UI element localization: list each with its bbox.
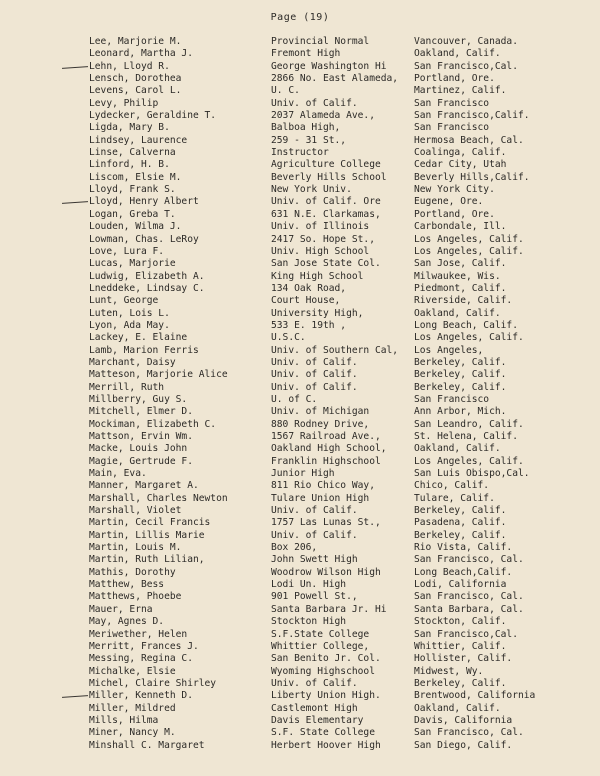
entry-location: Oakland, Calif. [414,443,501,455]
entry-school: Univ. of Calif. [271,369,358,381]
entry-location: San Diego, Calif. [414,739,513,751]
entry-location: Oakland, Calif. [414,307,501,319]
entry-name: Martin, Louis M. [89,542,182,554]
entry-location: San Francisco [414,122,490,134]
entry-school: S.F. State College [271,727,375,739]
entry-school: Junior High [271,468,335,480]
entry-name: Mills, Hilma [89,714,159,726]
entry-school: Univ. of Illinois [271,221,370,233]
entry-name: Matthews, Phoebe [89,591,182,603]
entry-name: Logan, Greba T. [89,208,176,220]
directory-entry [0,85,600,97]
directory-entry [0,703,600,715]
entry-school: Court House, [271,295,341,307]
entry-school: Univ. of Calif. Ore [271,196,381,208]
entry-name: Mathis, Dorothy [89,566,176,578]
entry-name: Miner, Nancy M. [89,727,176,739]
entry-location: St. Helena, Calif. [414,431,518,442]
entry-location: Stockton, Calif. [414,616,507,628]
directory-entry [0,666,600,678]
entry-name: Merrill, Ruth [89,381,165,393]
entry-school: Tulare Union High [271,492,370,504]
entry-school: 901 Powell St., [271,591,358,603]
entry-school: Univ. of Calif. [271,97,358,109]
directory-entry [0,258,600,270]
entry-name: Ligda, Mary B. [89,122,170,134]
directory-entry [0,394,600,406]
entry-school: Box 206, [271,542,318,554]
directory-entry [0,530,600,542]
entry-name: Levens, Carol L. [89,85,182,97]
entry-school: Davis Elementary [271,714,364,726]
entry-location: Milwaukee, Wis. [414,270,501,282]
entry-name: Ludwig, Elizabeth A. [89,270,205,282]
directory-entry [0,308,600,320]
entry-school: 533 E. 19th , [271,319,347,331]
entry-name: Miller, Mildred [89,702,176,714]
entry-location: Los Angeles, [414,344,484,356]
entry-name: Leonard, Martha J. [89,48,193,60]
entry-school: Liberty Union High. [271,690,381,702]
directory-entry [0,295,600,307]
directory-entry [0,641,600,653]
entry-location: Hermosa Beach, Cal. [414,134,524,146]
entry-school: King High School [271,270,364,282]
directory-entry [0,110,600,122]
directory-entry [0,147,600,159]
directory-list [0,36,600,752]
directory-entry [0,234,600,246]
entry-location: Davis, California [414,714,513,726]
entry-name: Liscom, Elsie M. [89,171,182,183]
entry-name: Marshall, Violet [89,505,182,517]
entry-location: New York City. [414,184,495,196]
directory-entry [0,727,600,739]
directory-entry [0,345,600,357]
entry-location: Beverly Hills,Calif. [414,171,530,183]
directory-entry [0,690,600,702]
entry-location: Piedmont, Calif. [414,282,507,294]
directory-entry [0,209,600,221]
pen-check-mark [62,695,88,698]
entry-school: 1567 Railroad Ave., [271,431,381,442]
directory-entry [0,567,600,579]
directory-entry [0,616,600,628]
entry-name: Minshall C. Margaret [89,739,205,751]
entry-name: Levy, Philip [89,97,159,109]
entry-name: Lensch, Dorothea [89,73,182,85]
entry-school: 2866 No. East Alameda, [271,73,399,85]
directory-entry [0,579,600,591]
entry-location: Brentwood, California [414,690,536,702]
directory-entry [0,554,600,566]
entry-school: Beverly Hills School [271,171,387,183]
entry-name: Lamb, Marion Ferris [89,344,199,356]
entry-location: Berkeley, Calif. [414,356,507,368]
entry-location: Lodi, California [414,579,507,591]
entry-name: Louden, Wilma J. [89,221,182,233]
entry-location: San Leandro, Calif. [414,418,524,430]
entry-location: Cedar City, Utah [414,159,507,171]
entry-location: Portland, Ore. [414,73,495,85]
entry-location: Long Beach, Calif. [414,319,518,331]
entry-name: Lunt, George [89,295,159,307]
entry-school: Univ. of Southern Cal, [271,344,399,356]
entry-school: Univ. of Calif. [271,505,358,517]
directory-entry [0,740,600,752]
entry-school: Wyoming Highschool [271,665,375,677]
directory-entry [0,591,600,603]
entry-school: Univ. of Calif. [271,529,358,541]
entry-location: Pasadena, Calif. [414,517,507,529]
entry-name: Linford, H. B. [89,159,170,171]
entry-location: Coalinga, Calif. [414,147,507,159]
directory-entry [0,320,600,332]
entry-location: San Francisco, Cal. [414,554,524,566]
entry-school: George Washington Hi [271,60,387,72]
entry-location: Tulare, Calif. [414,492,495,504]
entry-location: Chico, Calif. [414,480,490,492]
entry-name: Lee, Marjorie M. [89,36,182,47]
directory-entry [0,135,600,147]
directory-entry [0,382,600,394]
entry-location: Berkeley, Calif. [414,369,507,381]
entry-location: San Francisco, Cal. [414,727,524,739]
entry-location: Vancouver, Canada. [414,36,518,47]
entry-name: Marshall, Charles Newton [89,492,228,504]
entry-location: Ann Arbor, Mich. [414,406,507,418]
entry-location: Oakland, Calif. [414,48,501,60]
entry-school: Oakland High School, [271,443,387,455]
entry-name: Lowman, Chas. LeRoy [89,233,199,245]
directory-entry [0,172,600,184]
entry-school: 2417 So. Hope St., [271,233,375,245]
entry-school: 631 N.E. Clarkamas, [271,208,381,220]
entry-location: Carbondale, Ill. [414,221,507,233]
entry-name: Mauer, Erna [89,603,153,615]
entry-name: Martin, Lillis Marie [89,529,205,541]
entry-school: John Swett High [271,554,358,566]
entry-location: Rio Vista, Calif. [414,542,513,554]
entry-name: Lyon, Ada May. [89,319,170,331]
entry-location: San Francisco,Calif. [414,110,530,122]
entry-school: Univ. of Calif. [271,677,358,689]
page-number: Page (19) [270,12,330,23]
directory-entry [0,122,600,134]
directory-entry [0,369,600,381]
entry-school: 811 Rio Chico Way, [271,480,375,492]
entry-school: 2037 Alameda Ave., [271,110,375,122]
entry-name: Marchant, Daisy [89,356,176,368]
entry-name: Lloyd, Frank S. [89,184,176,196]
entry-name: Lehn, Lloyd R. [89,60,170,72]
directory-entry [0,456,600,468]
entry-name: Macke, Louis John [89,443,188,455]
entry-name: Miller, Kenneth D. [89,690,193,702]
entry-location: Eugene, Ore. [414,196,484,208]
directory-entry [0,406,600,418]
entry-name: Millberry, Guy S. [89,393,188,405]
directory-entry [0,283,600,295]
directory-entry [0,271,600,283]
directory-entry [0,73,600,85]
entry-name: Michalke, Elsie [89,665,176,677]
entry-location: Oakland, Calif. [414,702,501,714]
entry-location: Los Angeles, Calif. [414,455,524,467]
entry-school: Santa Barbara Jr. Hi [271,603,387,615]
entry-location: Hollister, Calif. [414,653,513,665]
entry-school: Herbert Hoover High [271,739,381,751]
directory-entry [0,159,600,171]
directory-entry [0,678,600,690]
entry-name: Matthew, Bess [89,579,165,591]
entry-location: Los Angeles, Calif. [414,245,524,257]
entry-school: U.S.C. [271,332,306,344]
entry-name: Mitchell, Elmer D. [89,406,193,418]
entry-school: Univ. of Calif. [271,381,358,393]
entry-school: Univ. High School [271,245,370,257]
entry-location: Whittier, Calif. [414,640,507,652]
pen-check-mark [62,202,88,205]
entry-location: Martinez, Calif. [414,85,507,97]
entry-school: Balboa High, [271,122,341,134]
directory-entry [0,221,600,233]
entry-name: Lucas, Marjorie [89,258,176,270]
entry-name: Lneddeke, Lindsay C. [89,282,205,294]
entry-school: Instructor [271,147,329,159]
entry-name: Martin, Ruth Lilian, [89,554,205,566]
directory-entry [0,542,600,554]
directory-entry [0,61,600,73]
entry-name: Merritt, Frances J. [89,640,199,652]
entry-school: 134 Oak Road, [271,282,347,294]
entry-school: S.F.State College [271,628,370,640]
directory-entry [0,604,600,616]
entry-location: Berkeley, Calif. [414,677,507,689]
entry-school: Woodrow Wilson High [271,566,381,578]
directory-entry [0,196,600,208]
entry-name: Meriwether, Helen [89,628,188,640]
entry-school: University High, [271,307,364,319]
entry-name: Main, Eva. [89,468,147,480]
entry-school: San Benito Jr. Col. [271,653,381,665]
entry-school: Lodi Un. High [271,579,347,591]
entry-school: Franklin Highschool [271,455,381,467]
entry-name: Love, Lura F. [89,245,165,257]
entry-name: Lindsey, Laurence [89,134,188,146]
entry-location: San Jose, Calif. [414,258,507,270]
entry-school: Stockton High [271,616,347,628]
entry-location: San Francisco, Cal. [414,591,524,603]
pen-check-mark [62,66,88,69]
entry-name: Mockiman, Elizabeth C. [89,418,217,430]
entry-location: Long Beach,Calif. [414,566,513,578]
entry-location: San Francisco,Cal. [414,628,518,640]
entry-school: 259 - 31 St., [271,134,347,146]
directory-entry [0,431,600,443]
entry-name: May, Agnes D. [89,616,165,628]
entry-location: Los Angeles, Calif. [414,332,524,344]
directory-entry [0,246,600,258]
entry-school: Agriculture College [271,159,381,171]
directory-entry [0,98,600,110]
entry-location: Los Angeles, Calif. [414,233,524,245]
directory-entry [0,517,600,529]
entry-name: Mattson, Ervin Wm. [89,431,193,442]
directory-entry [0,505,600,517]
entry-school: Fremont High [271,48,341,60]
entry-school: Whittier College, [271,640,370,652]
entry-name: Michel, Claire Shirley [89,677,217,689]
directory-entry [0,357,600,369]
entry-name: Magie, Gertrude F. [89,455,193,467]
entry-school: Univ. of Calif. [271,356,358,368]
entry-school: San Jose State Col. [271,258,381,270]
entry-school: Univ. of Michigan [271,406,370,418]
entry-name: Messing, Regina C. [89,653,193,665]
entry-location: Midwest, Wy. [414,665,484,677]
entry-location: Berkeley, Calif. [414,505,507,517]
entry-name: Manner, Margaret A. [89,480,199,492]
directory-entry [0,48,600,60]
directory-entry [0,419,600,431]
directory-entry [0,468,600,480]
entry-name: Martin, Cecil Francis [89,517,211,529]
entry-name: Lydecker, Geraldine T. [89,110,217,122]
entry-school: New York Univ. [271,184,352,196]
directory-entry [0,36,600,48]
entry-name: Matteson, Marjorie Alice [89,369,228,381]
entry-location: San Luis Obispo,Cal. [414,468,530,480]
entry-school: 1757 Las Lunas St., [271,517,381,529]
directory-entry [0,184,600,196]
entry-name: Linse, Calverna [89,147,176,159]
entry-school: Provincial Normal [271,36,370,47]
entry-location: Portland, Ore. [414,208,495,220]
directory-entry [0,332,600,344]
directory-entry [0,493,600,505]
entry-location: San Francisco [414,393,490,405]
directory-entry [0,480,600,492]
entry-school: 880 Rodney Drive, [271,418,370,430]
entry-location: Berkeley, Calif. [414,529,507,541]
directory-entry [0,443,600,455]
entry-name: Lackey, E. Elaine [89,332,188,344]
directory-entry [0,715,600,727]
entry-location: Santa Barbara, Cal. [414,603,524,615]
entry-school: Castlemont High [271,702,358,714]
entry-location: Riverside, Calif. [414,295,513,307]
entry-school: U. C. [271,85,300,97]
directory-entry [0,653,600,665]
directory-entry [0,629,600,641]
entry-school: U. of C. [271,393,318,405]
entry-location: Berkeley, Calif. [414,381,507,393]
entry-name: Luten, Lois L. [89,307,170,319]
entry-name: Lloyd, Henry Albert [89,196,199,208]
entry-location: San Francisco [414,97,490,109]
entry-location: San Francisco,Cal. [414,60,518,72]
